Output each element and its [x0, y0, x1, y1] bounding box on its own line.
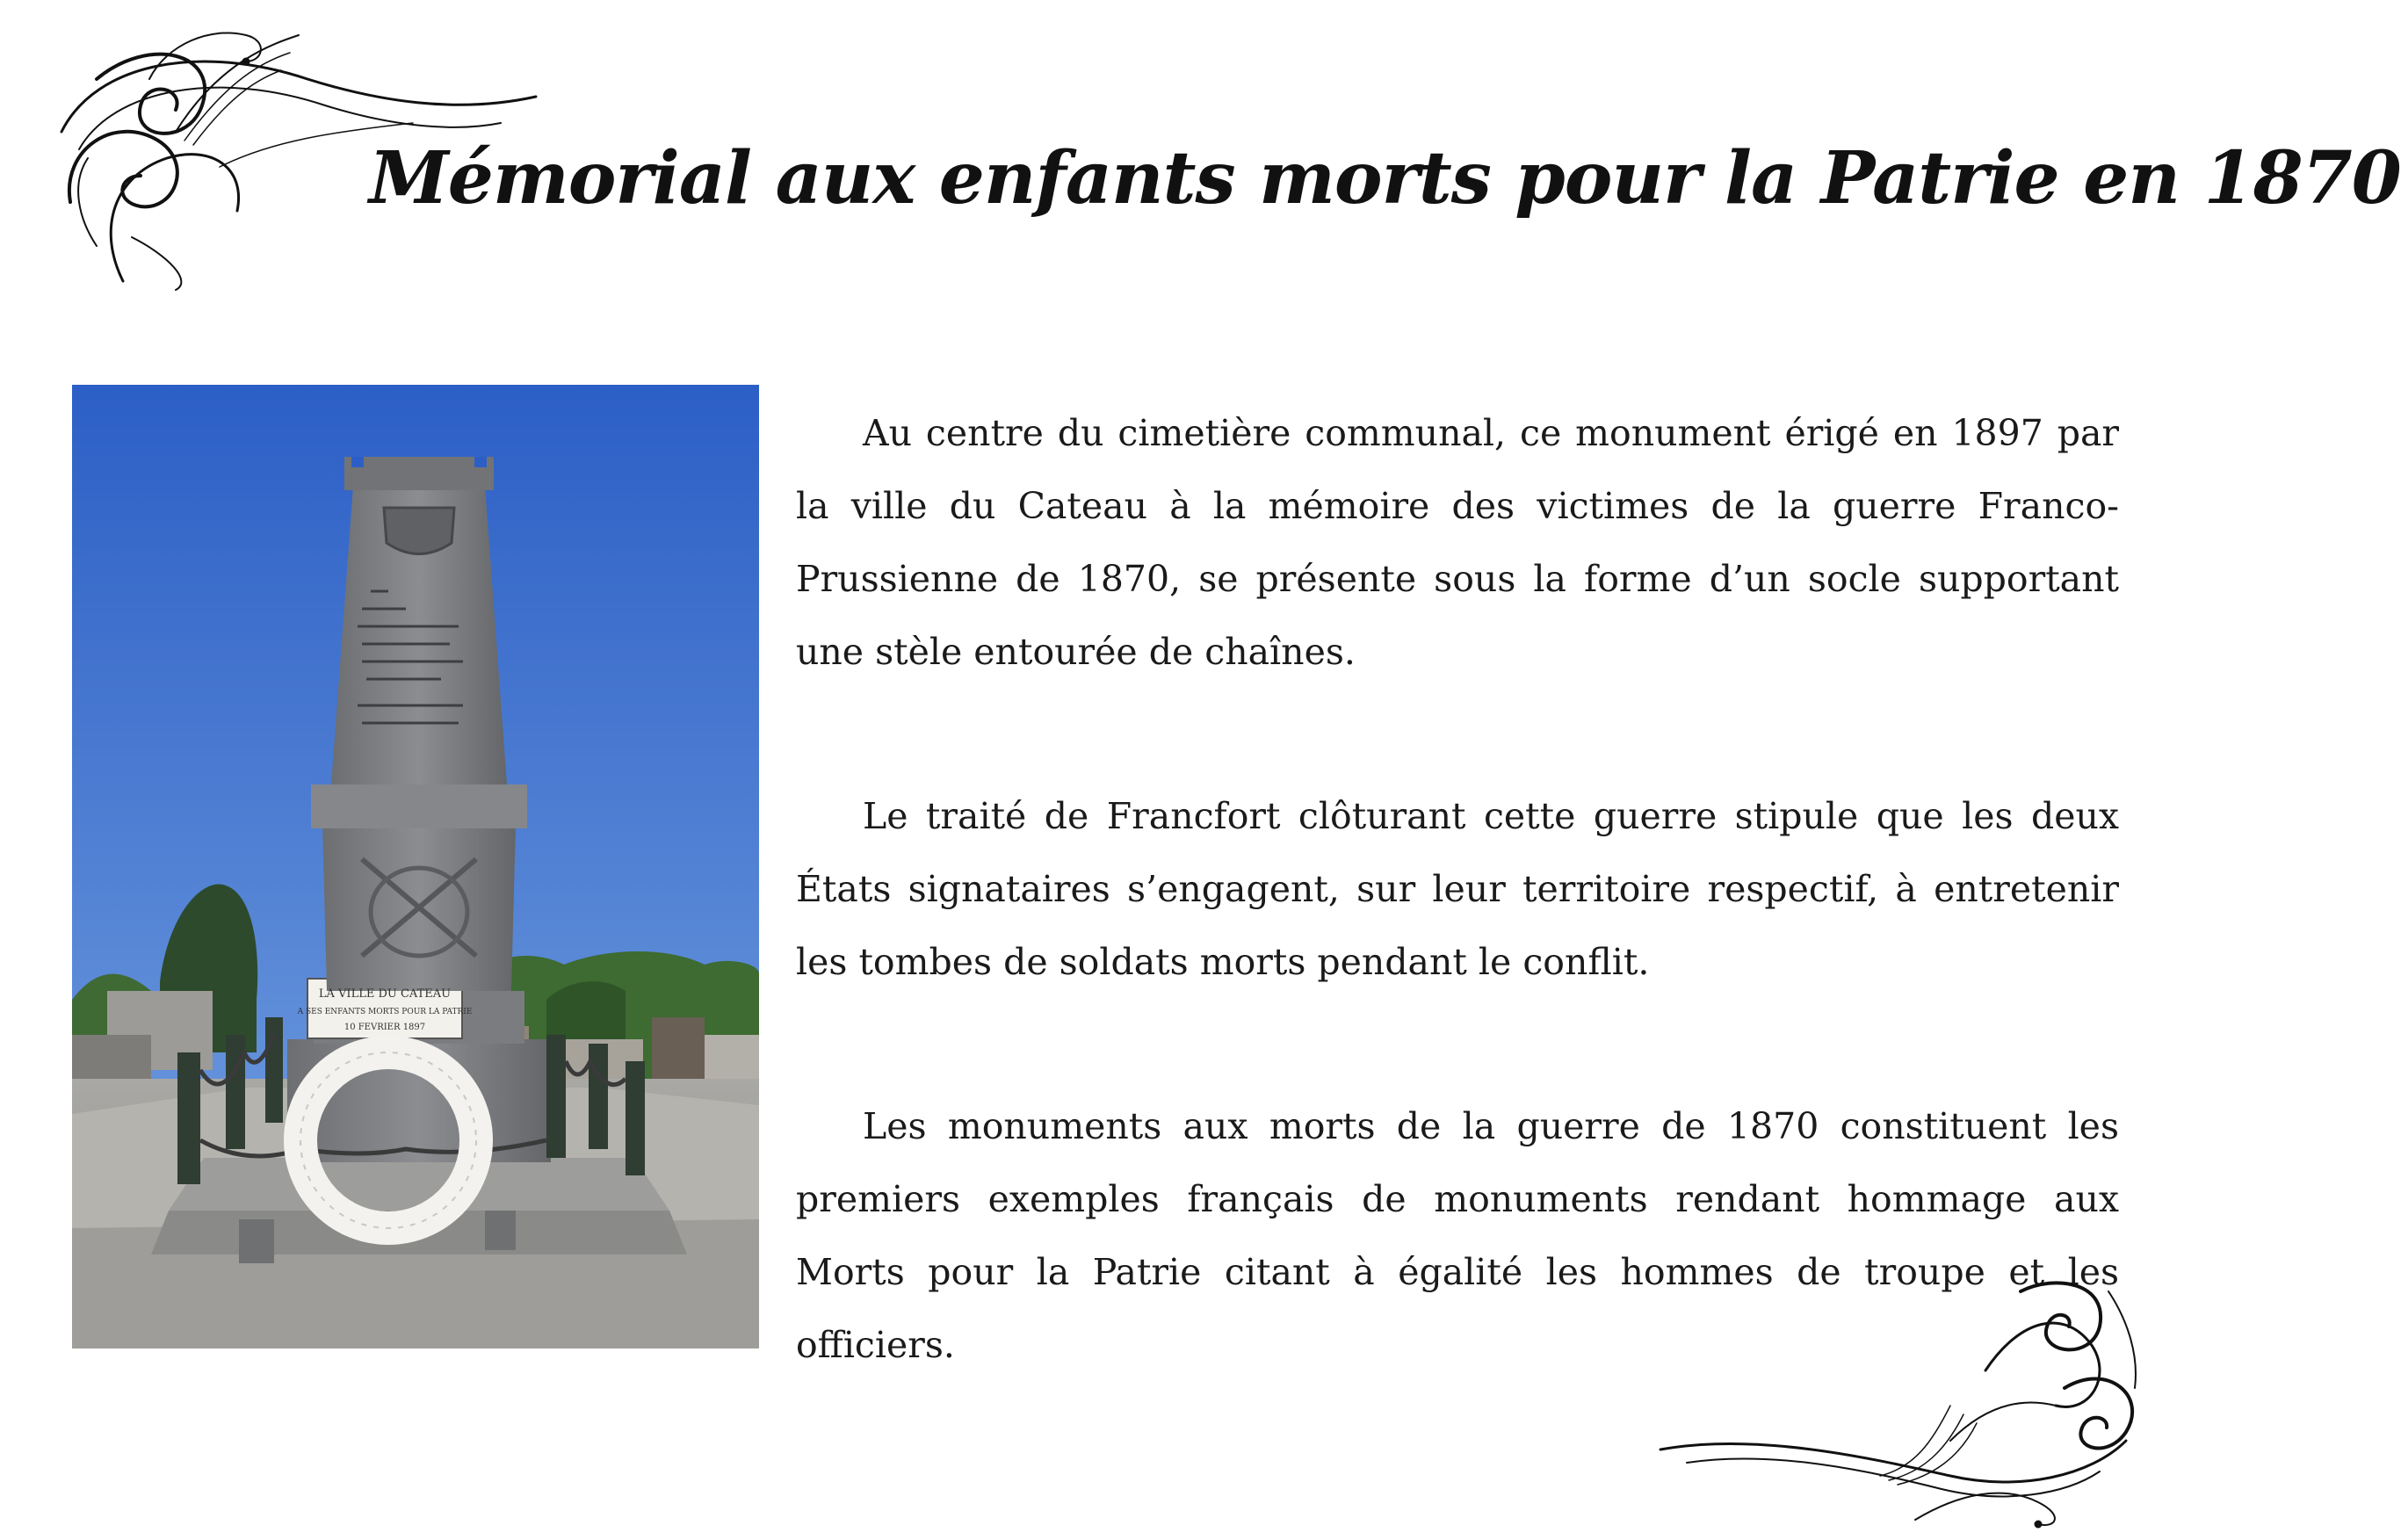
- plaque-line-3: 10 FEVRIER 1897: [344, 1023, 426, 1032]
- paragraph-1: Au centre du cimetière communal, ce monument érigé en 1897 par la ville du Cateau à la mémoire des victimes de la guerre Franco-Prussienne de 1870, se présente sous la forme d’un socle supportant une stèle entourée de chaînes.: [796, 412, 2119, 673]
- plaque-line-2: A SES ENFANTS MORTS POUR LA PATRIE: [297, 1008, 473, 1016]
- page-title: Mémorial aux enfants morts pour la Patrie en 1870: [369, 136, 2401, 221]
- paragraph-3: Les monuments aux morts de la guerre de 1870 constituent les premiers exemples français de monuments rendant hommage aux Morts pour la Patrie citant à égalité les hommes de troupe et les officiers.: [796, 1105, 2119, 1366]
- paragraph-2: Le traité de Francfort clôturant cette guerre stipule que les deux États signataires s’engagent, sur leur territoire respectif, à entretenir les tombes de soldats morts pendant le conflit.: [796, 795, 2119, 983]
- body-text: [796, 397, 2119, 1382]
- plaque-line-1: LA VILLE DU CATEAU: [318, 987, 452, 1001]
- monument-photo: [72, 385, 759, 1348]
- corner-flourish-bottom-right: [1652, 1265, 2152, 1529]
